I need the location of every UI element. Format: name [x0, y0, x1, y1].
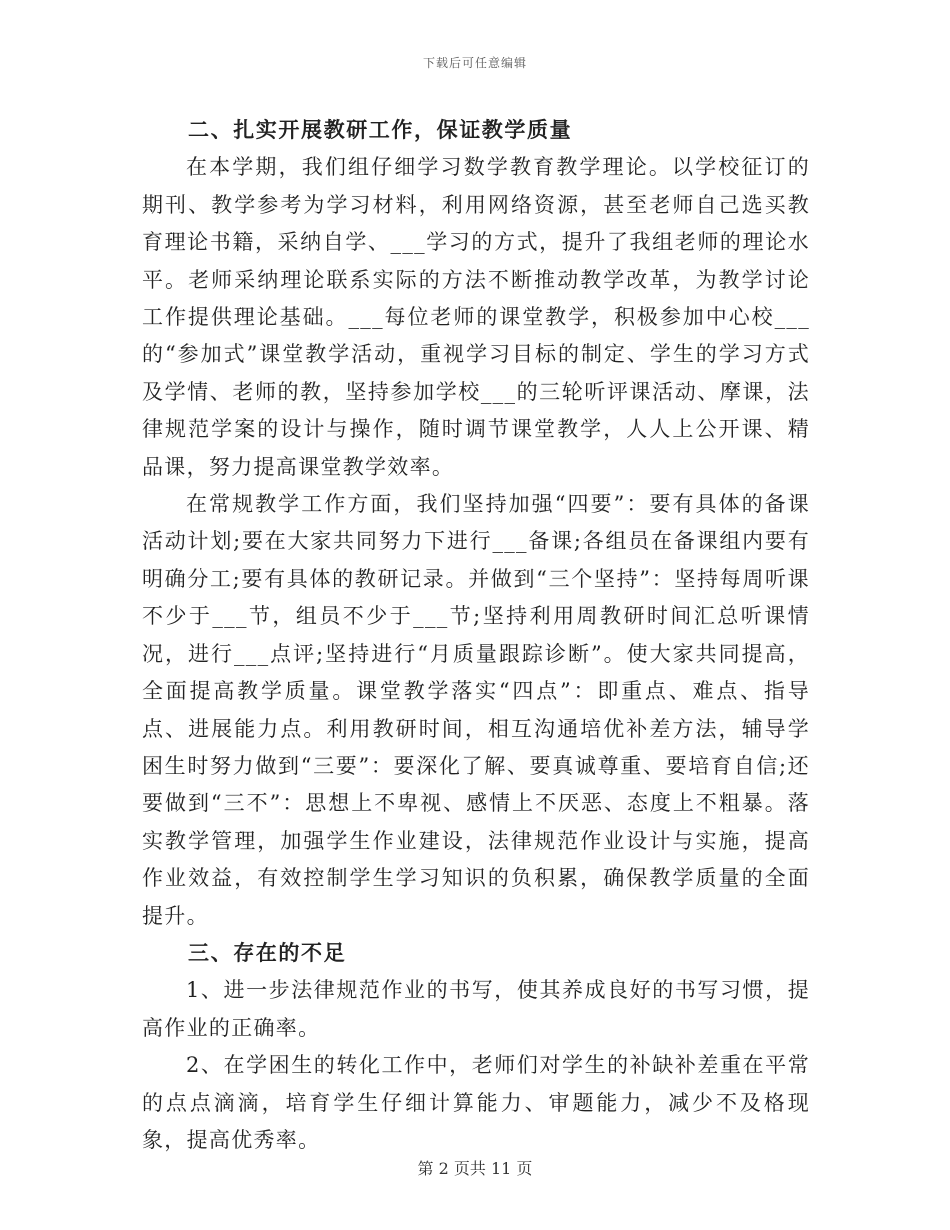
section-2-paragraph-2: 在常规教学工作方面，我们坚持加强“四要”：要有具体的备课活动计划;要在大家共同努力下进行___备课;各组员在备课组内要有明确分工;要有具体的教研记录。并做到“三个坚持”：坚持每周听课不少于___节，组员不少于___节;坚持利用周教研时间汇总听课情况，进行___点评;坚持进行“月质量跟踪诊断”。使大家共同提高，全面提高教学质量。课堂教学落实“四点”：即重点、难点、指导点、进展能力点。利用教研时间，相互沟通培优补差方法，辅导学困生时努力做到“三要”：要深化了解、要真诚尊重、要培育自信;还要做到“三不”：思想上不卑视、感情上不厌恶、态度上不粗暴。落实教学管理，加强学生作业建设，法律规范作业设计与实施，提高作业效益，有效控制学生学习知识的负积累，确保教学质量的全面提升。 — [142, 492, 810, 928]
document-body — [142, 112, 810, 1159]
section-heading-3: 三、存在的不足 — [188, 940, 347, 965]
section-3-item-2: 2、在学困生的转化工作中，老师们对学生的补缺补差重在平常的点点滴滴，培育学生仔细计算能力、审题能力，减少不及格现象，提高优秀率。 — [142, 1053, 810, 1152]
section-heading-2: 二、扎实开展教研工作，保证教学质量 — [188, 118, 573, 142]
section-2-paragraph-1: 在本学期，我们组仔细学习数学教育教学理论。以学校征订的期刊、教学参考为学习材料，利用网络资源，甚至老师自己选买教育理论书籍，采纳自学、___学习的方式，提升了我组老师的理论水平。老师采纳理论联系实际的方法不断推动教学改革，为教学讨论工作提供理论基础。___每位老师的课堂教学，积极参加中心校___的“参加式”课堂教学活动，重视学习目标的制定、学生的学习方式及学情、老师的教，坚持参加学校___的三轮听评课活动、摩课，法律规范学案的设计与操作，随时调节课堂教学，人人上公开课、精品课，努力提高课堂教学效率。 — [142, 155, 810, 479]
section-3-item-1: 1、进一步法律规范作业的书写，使其养成良好的书写习惯，提高作业的正确率。 — [142, 978, 810, 1040]
page-number: 第 2 页共 11 页 — [417, 1159, 533, 1178]
header-note: 下载后可任意编辑 — [422, 56, 527, 70]
